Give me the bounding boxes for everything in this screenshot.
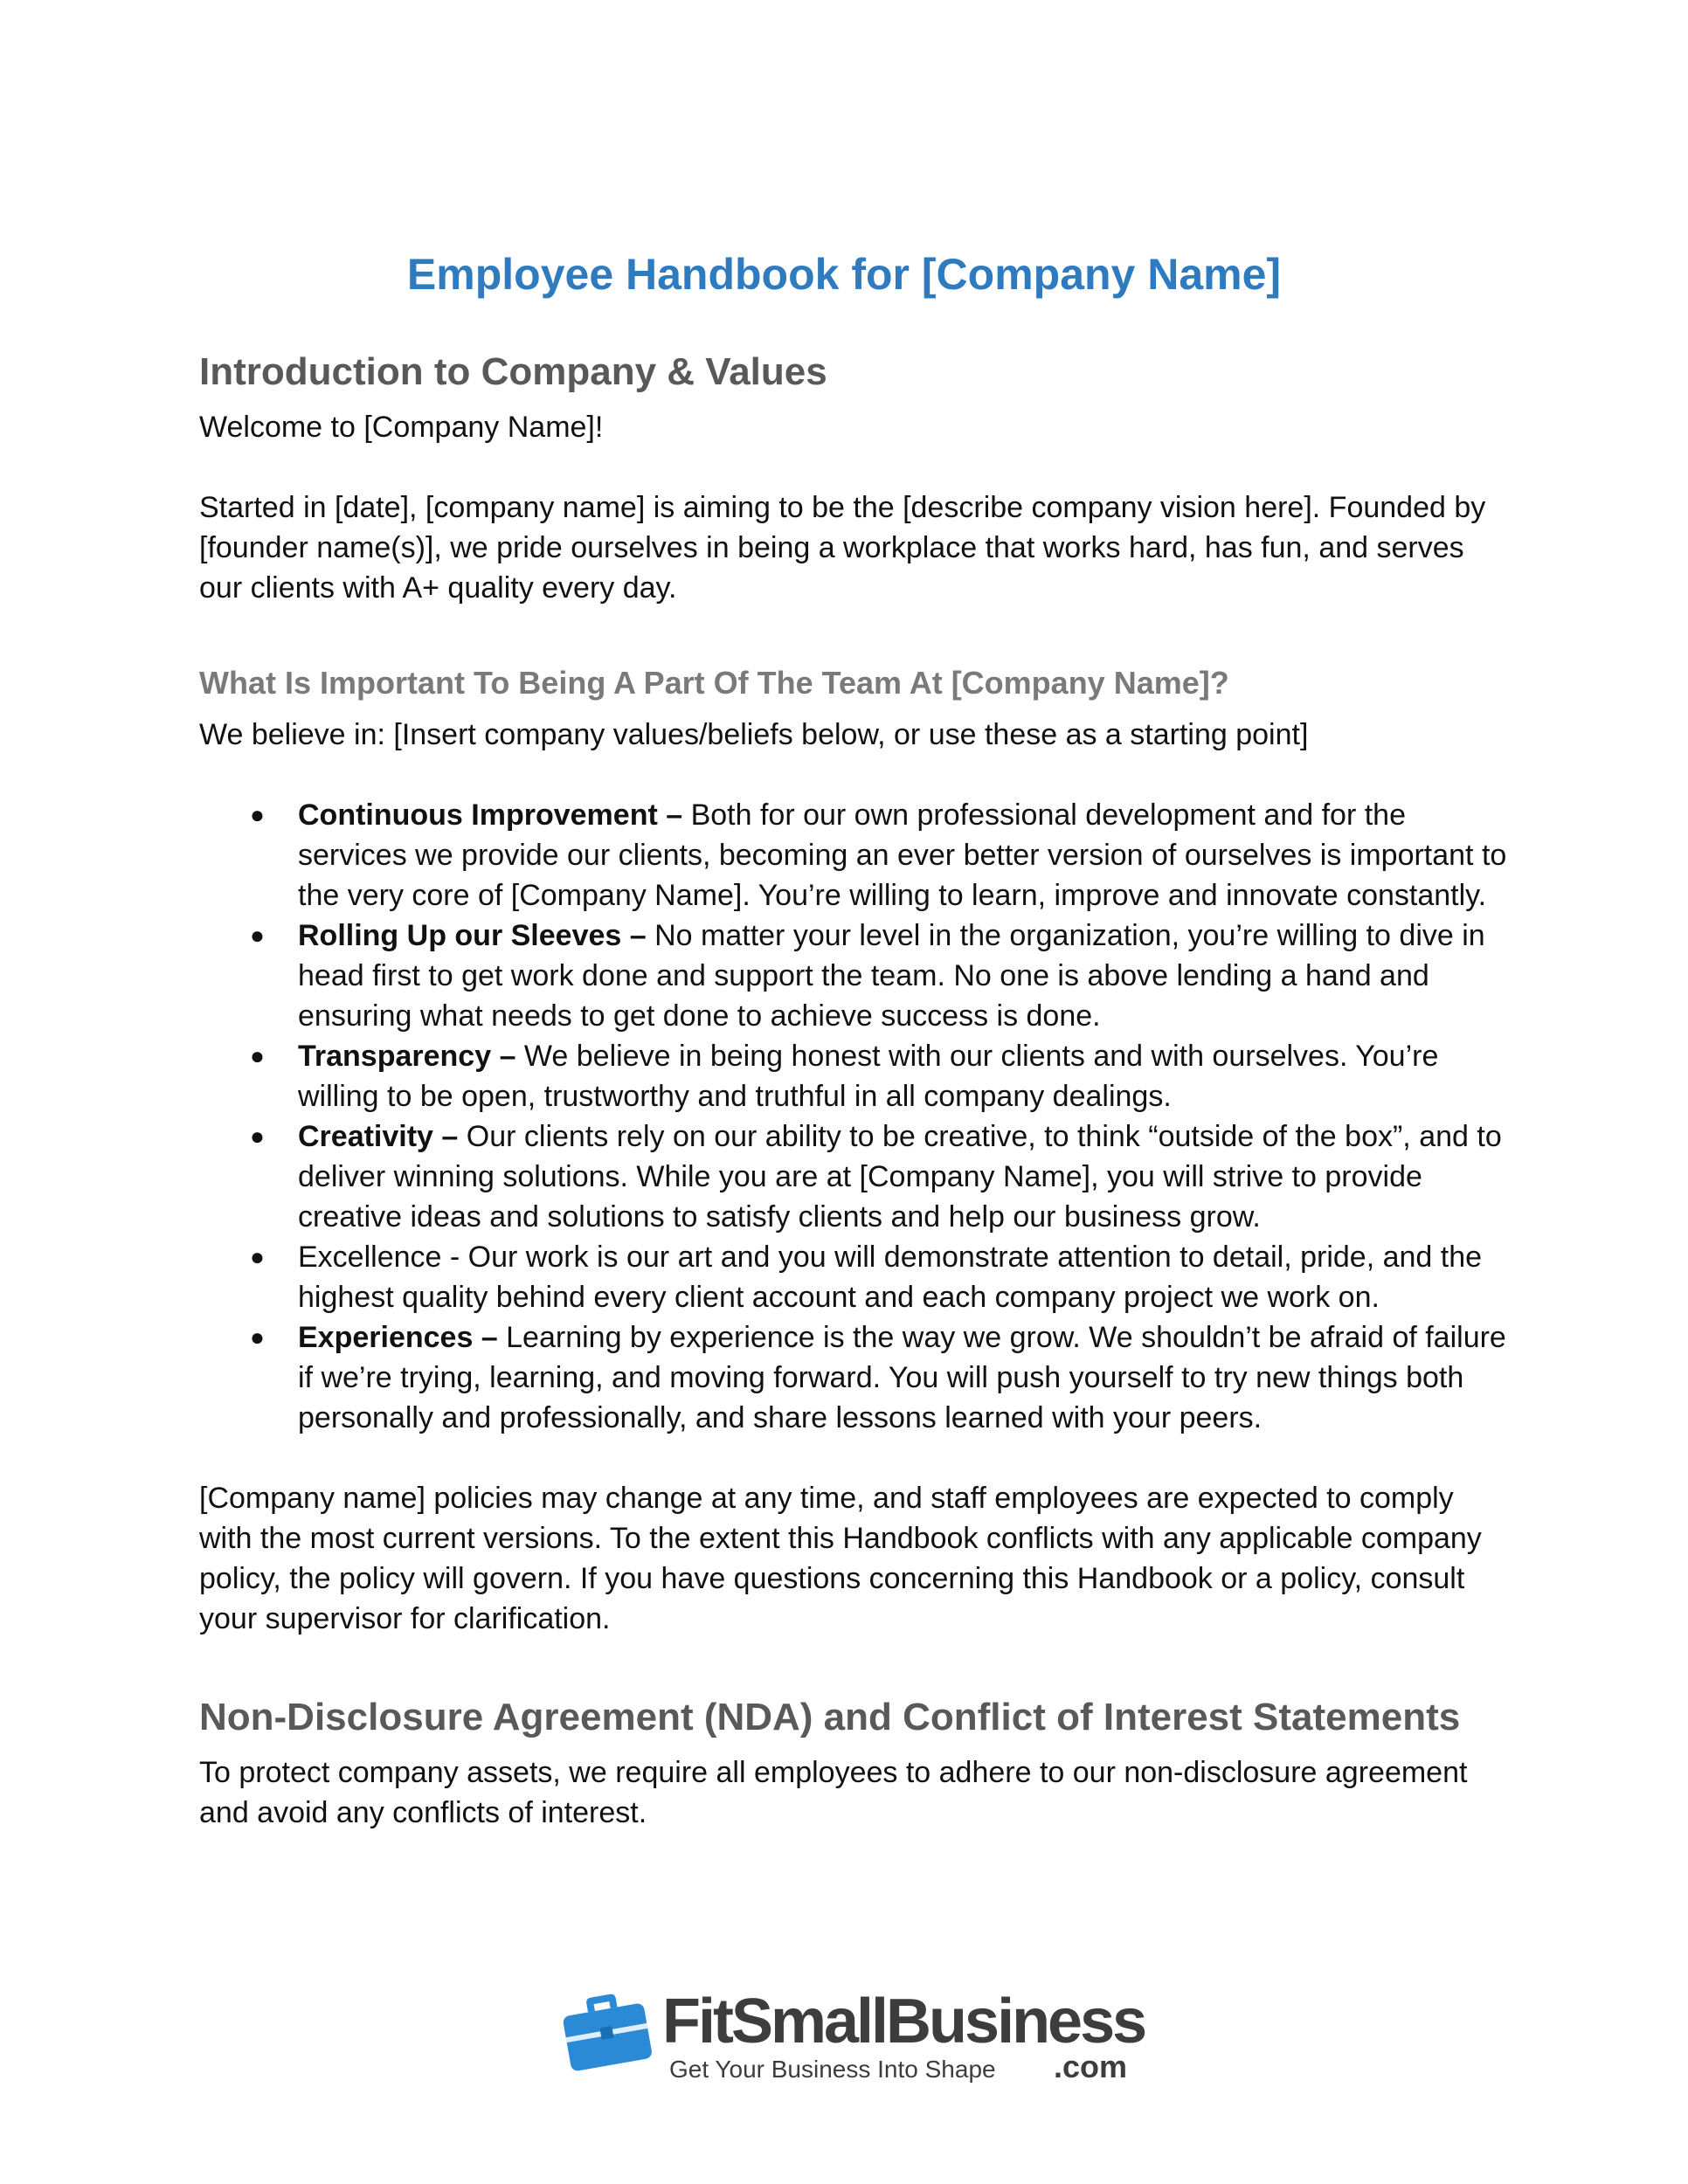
fitsmallbusiness-logo [559, 1983, 1145, 2097]
spacer [199, 706, 1510, 715]
list-item [199, 916, 1510, 1036]
value-text: We believe in being honest with our clients and with ourselves. You’re willing to be open, trustworthy and truthful in all company dealings. [298, 1040, 1439, 1113]
bullet-icon: ● [250, 1042, 265, 1069]
value-term: Experiences – [298, 1321, 498, 1354]
values-list [199, 795, 1510, 1438]
spacer [199, 608, 1510, 660]
value-text: Both for our own professional development and for the services we provide our clients, becoming an ever better version of ourselves is important to the very core of [Company Name]. You’re willing to learn, improve and innovate constantly. [298, 798, 1507, 912]
value-term: Transparency – [298, 1040, 516, 1073]
values-heading: What Is Important To Being A Part Of The Team At [Company Name]? [199, 665, 1229, 701]
value-term: Creativity – [298, 1120, 459, 1153]
value-text: Excellence - Our work is our art and you will demonstrate attention to detail, pride, and the highest quality behind every client account and each company project we work on. [298, 1241, 1483, 1314]
nda-heading: Non-Disclosure Agreement (NDA) and Conflict of Interest Statements [199, 1696, 1461, 1738]
document-body [199, 346, 1510, 1833]
briefcase-icon [559, 1983, 655, 2079]
value-text: Our clients rely on our ability to be creative, to think “outside of the box”, and to deliver winning solutions. While you are at [Company Name], you will strive to provide creative ideas and solutions to satisfy clients and help our business grow. [298, 1120, 1502, 1234]
bullet-icon: ● [250, 1123, 265, 1150]
spacer [199, 1438, 1510, 1478]
intro-paragraph: Started in [date], [company name] is aiming to be the [describe company vision here]. Founded by [founder name(s)], we pride ourselves in being a workplace that works hard, has fun, and serves our clients with A+ quality every day. [199, 491, 1486, 605]
bullet-icon: ● [250, 1243, 265, 1270]
value-text: Learning by experience is the way we grow. We shouldn’t be afraid of failure if we’re trying, learning, and moving forward. You will push yourself to try new things both personally and professionally, and share lessons learned with your peers. [298, 1321, 1506, 1434]
spacer [199, 755, 1510, 795]
policy-note: [Company name] policies may change at any time, and staff employees are expected to comply with the most current versions. To the extent this Handbook conflicts with any applicable company policy, the policy will govern. If you have questions concerning this Handbook or a policy, consult your supervisor for clarification. [199, 1482, 1482, 1635]
bullet-icon: ● [250, 922, 265, 949]
bullet-icon: ● [250, 1324, 265, 1351]
document-title: Employee Handbook for [Company Name] [406, 250, 1282, 299]
brand-name: FitSmallBusiness [662, 1987, 1145, 2056]
brand-tagline: Get Your Business Into Shape [669, 2056, 996, 2083]
nda-paragraph: To protect company assets, we require all employees to adhere to our non-disclosure agreement and avoid any conflicts of interest. [199, 1756, 1468, 1829]
list-item [199, 795, 1510, 916]
spacer [199, 398, 1510, 407]
intro-heading: Introduction to Company & Values [199, 350, 827, 393]
list-item [199, 1237, 1510, 1317]
value-text: No matter your level in the organization, you’re willing to dive in head first to get work done and support the team. No one is above lending a hand and ensuring what needs to get done to achieve success is done. [298, 919, 1485, 1033]
bullet-icon: ● [250, 801, 265, 828]
spacer [199, 1744, 1510, 1752]
list-item [199, 1036, 1510, 1116]
list-item [199, 1317, 1510, 1438]
welcome-line: Welcome to [Company Name]! [199, 411, 604, 444]
values-lead: We believe in: [Insert company values/beliefs below, or use these as a starting point] [199, 718, 1309, 751]
value-term: Continuous Improvement – [298, 798, 683, 832]
value-term: Rolling Up our Sleeves – [298, 919, 647, 952]
spacer [199, 1639, 1510, 1691]
list-item [199, 1116, 1510, 1237]
brand-tld: .com [1054, 2049, 1128, 2084]
spacer [199, 447, 1510, 487]
